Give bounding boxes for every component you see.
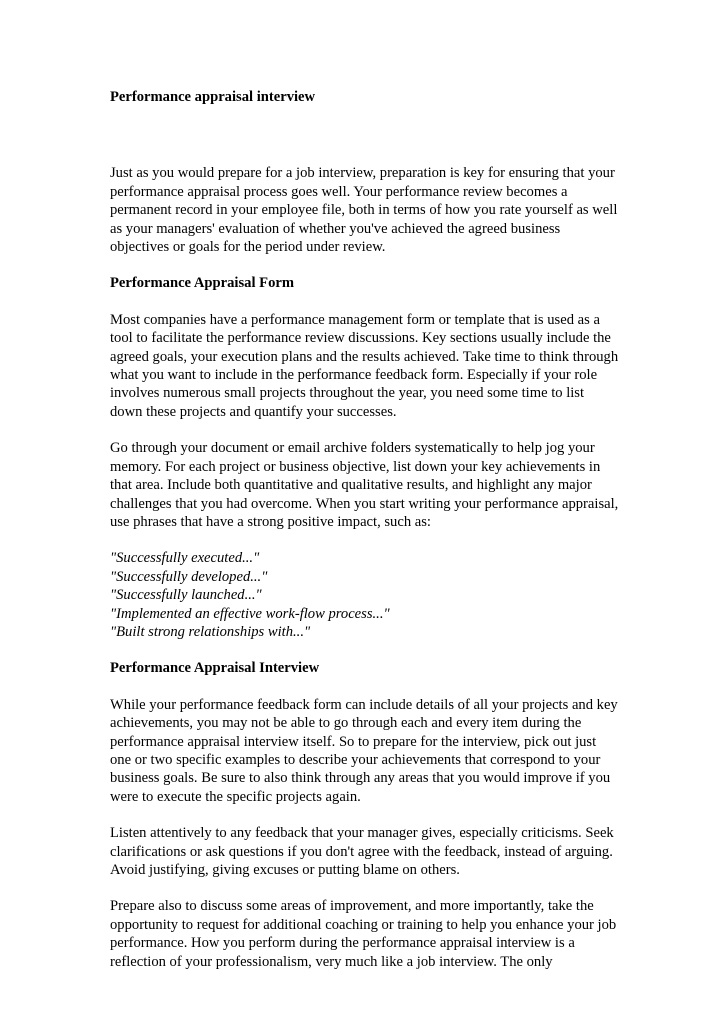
appraisal-interview-paragraph-1: While your performance feedback form can include details of all your projects and key achievements, you may not be able to go through each and every item during the performance appraisal interview itself. So to prepare for the interview, pick out just one or two specific examples to describe your achievements that correspond to your business goals. Be sure to also think through any areas that you would improve if you were to execute the specific projects again. — [110, 696, 618, 805]
appraisal-interview-paragraph-2: Listen attentively to any feedback that your manager gives, especially criticisms. Seek clarifications or ask questions if you don't agree with the feedback, instead of arguing. Avoid justifying, giving excuses or putting blame on others. — [110, 825, 614, 878]
appraisal-interview-paragraph-3: Prepare also to discuss some areas of improvement, and more importantly, take the opportunity to request for additional coaching or training to help you enhance your job performance. How you perform during the performance appraisal interview is a reflection of your professionalism, very much like a job interview. The only — [110, 898, 617, 970]
intro-paragraph: Just as you would prepare for a job interview, preparation is key for ensuring that your performance appraisal process goes well. Your performance review becomes a permanent record in your employee file, both in terms of how you rate yourself as well as your managers' evaluation of whether you've achieved the agreed business objectives or goals for the period under review. — [110, 165, 618, 256]
positive-phrases-list — [110, 549, 620, 641]
phrase-item: "Successfully developed..." — [110, 568, 268, 585]
phrase-item: "Successfully launched..." — [110, 587, 262, 604]
appraisal-form-paragraph-2: Go through your document or email archive folders systematically to help jog your memory. For each project or business objective, list down your key achievements in that area. Include both quantitative and qualitative results, and highlight any major challenges that you had overcome. When you start writing your performance appraisal, use phrases that have a strong positive impact, such as: — [110, 440, 619, 530]
section-heading-appraisal-form: Performance Appraisal Form — [110, 275, 294, 292]
document-page — [110, 88, 620, 971]
appraisal-form-paragraph-1: Most companies have a performance management form or template that is used as a tool to facilitate the performance review discussions. Key sections usually include the agreed goals, your execution plans and the results achieved. Take time to think through what you want to include in the performance feedback form. Especially if your role involves numerous small projects throughout the year, you need some time to list down these projects and quantify your successes. — [110, 311, 619, 420]
document-title: Performance appraisal interview — [110, 89, 316, 105]
section-heading-appraisal-interview: Performance Appraisal Interview — [110, 660, 320, 677]
phrase-item: "Successfully executed..." — [110, 550, 260, 567]
phrase-item: "Implemented an effective work-flow process..." — [110, 605, 390, 622]
phrase-item: "Built strong relationships with..." — [110, 623, 311, 640]
